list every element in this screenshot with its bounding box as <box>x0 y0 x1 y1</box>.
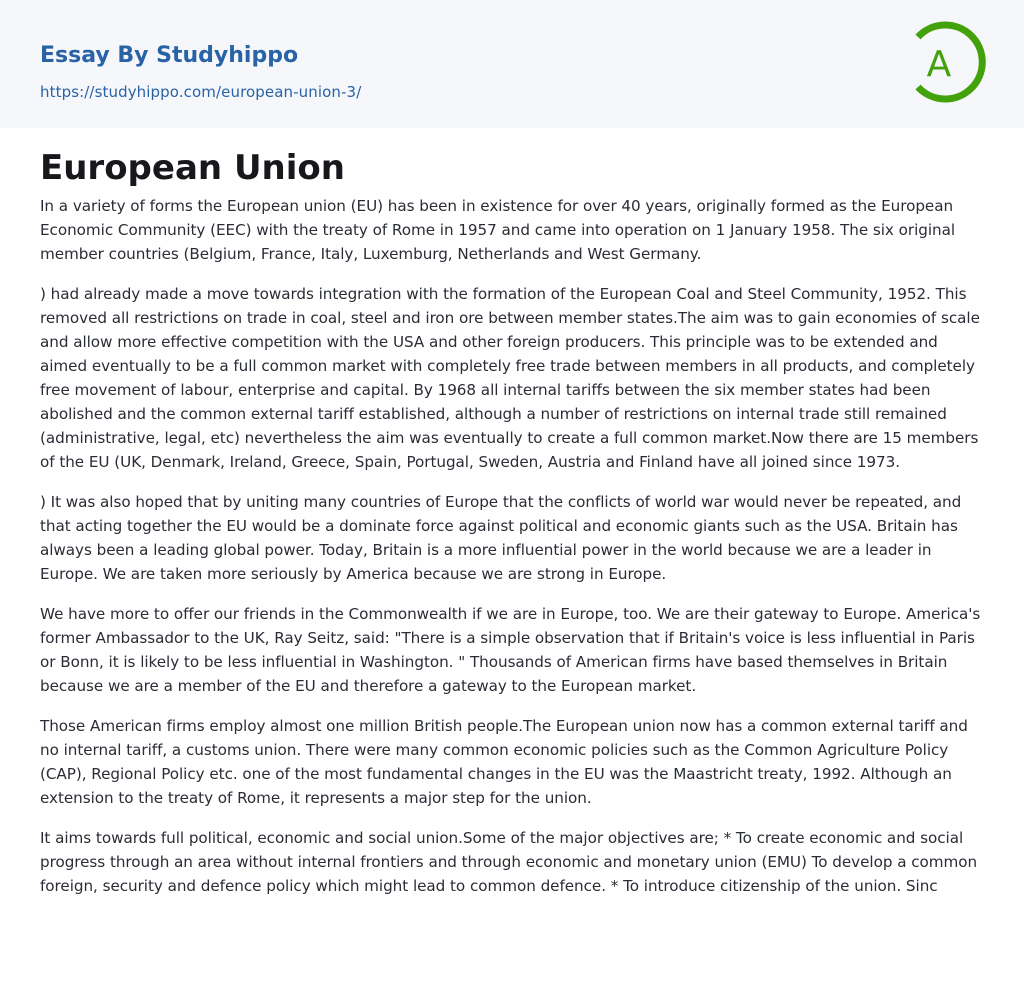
essay-url-link[interactable]: https://studyhippo.com/european-union-3/ <box>40 83 362 101</box>
brand-title: Essay By Studyhippo <box>40 43 299 68</box>
page-title: European Union <box>40 148 345 188</box>
essay-paragraph: We have more to offer our friends in the Commonwealth if we are in Europe, too. We are their gateway to Europe. America's former Ambassador to the UK, Ray Seitz, said: "There is a simple observation that if Britain's voice is less influential in Paris or Bonn, it is likely to be less influential in Washington. " Thousands of American firms have based themselves in Britain because we are a member of the EU and therefore a gateway to the European market. <box>40 605 981 695</box>
studyhippo-logo-icon[interactable] <box>906 14 994 110</box>
essay-paragraph: Those American firms employ almost one million British people.The European union now has a common external tariff and no internal tariff, a customs union. There were many common economic policies such as the Common Agriculture Policy (CAP), Regional Policy etc. one of the most fundamental changes in the EU was the Maastricht treaty, 1992. Although an extension to the treaty of Rome, it represents a major step for the union. <box>40 717 968 807</box>
site-header <box>0 0 1024 128</box>
essay-content <box>0 128 1024 898</box>
essay-paragraph: ) It was also hoped that by uniting many countries of Europe that the conflicts of world war would never be repeated, and that acting together the EU would be a dominate force against political and economic giants such as the USA. Britain has always been a leading global power. Today, Britain is a more influential power in the world because we are a leader in Europe. We are taken more seriously by America because we are strong in Europe. <box>40 493 962 583</box>
logo-letter: A <box>926 44 952 85</box>
essay-paragraph: It aims towards full political, economic and social union.Some of the major objectives are; * To create economic and social progress through an area without internal frontiers and through economic and monetary union (EMU) To develop a common foreign, security and defence policy which might lead to common defence. * To introduce citizenship of the union. Sinc <box>40 829 978 895</box>
essay-paragraph: In a variety of forms the European union (EU) has been in existence for over 40 years, originally formed as the European Economic Community (EEC) with the treaty of Rome in 1957 and came into operation on 1 January 1958. The six original member countries (Belgium, France, Italy, Luxemburg, Netherlands and West Germany. <box>40 197 956 263</box>
essay-paragraph: ) had already made a move towards integration with the formation of the European Coal and Steel Community, 1952. This removed all restrictions on trade in coal, steel and iron ore between member states.The aim was to gain economies of scale and allow more effective competition with the USA and other foreign producers. This principle was to be extended and aimed eventually to be a full common market with completely free trade between members in all products, and completely free movement of labour, enterprise and capital. By 1968 all internal tariffs between the six member states had been abolished and the common external tariff established, although a number of restrictions on internal trade still remained (administrative, legal, etc) nevertheless the aim was eventually to create a full common market.Now there are 15 members of the EU (UK, Denmark, Ireland, Greece, Spain, Portugal, Sweden, Austria and Finland have all joined since 1973. <box>40 285 980 471</box>
